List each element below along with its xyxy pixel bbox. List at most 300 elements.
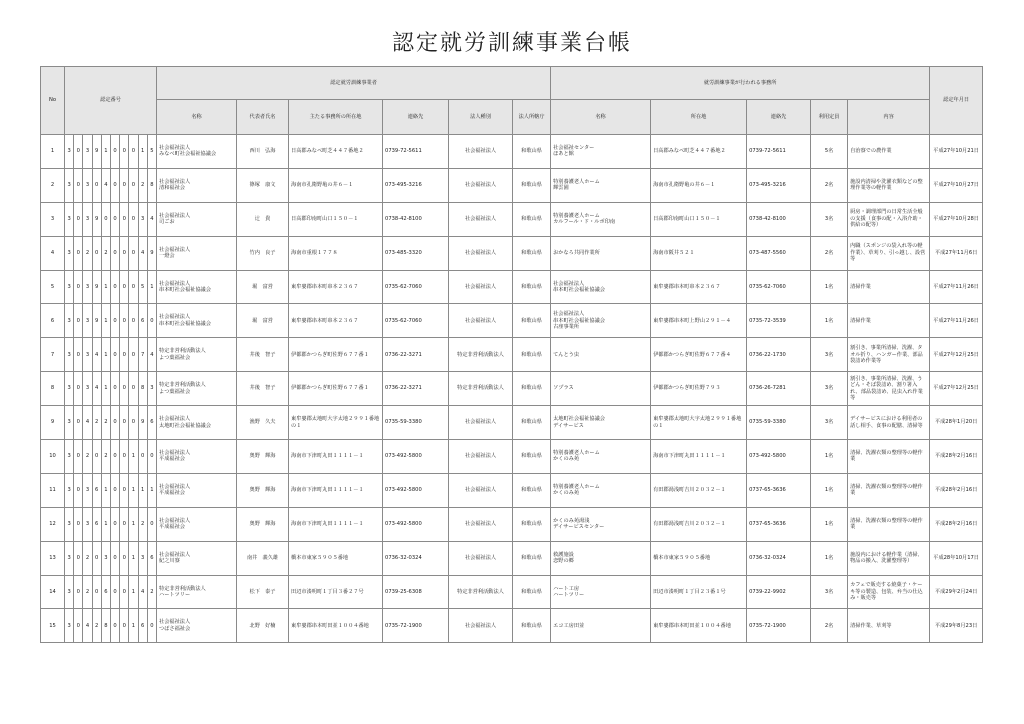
cert-no-digit: 1 <box>138 473 147 507</box>
header-office-name: 名称 <box>551 100 651 135</box>
cert-date: 平成29年2月24日 <box>930 575 983 609</box>
office-address: 伊都郡かつらぎ町佐野６７７番４ <box>651 338 747 372</box>
office-name <box>551 338 651 372</box>
row-no: 4 <box>41 236 65 270</box>
table-row <box>41 609 983 643</box>
operator-name <box>157 338 237 372</box>
operator-name-line: 平成福祉会 <box>159 524 185 531</box>
cert-no-digit: 7 <box>138 338 147 372</box>
cert-no-digit: 0 <box>120 406 129 440</box>
representative: 奥野 輝海 <box>237 473 289 507</box>
cert-no-digit: 0 <box>138 440 147 474</box>
cert-no-digit: 4 <box>83 609 92 643</box>
corp-type: 社会福祉法人 <box>449 270 513 304</box>
cert-no-digit: 9 <box>92 202 101 236</box>
header-office-address: 所在地 <box>651 100 747 135</box>
operator-name-line: 社会福祉法人 <box>159 619 191 626</box>
operator-name <box>157 135 237 169</box>
operator-name-line: 特定非営利活動法人 <box>159 382 206 389</box>
capacity: 1名 <box>811 541 848 575</box>
office-address: 東牟婁郡太地町大字太地２９９１番地の１ <box>651 406 747 440</box>
main-office-address: 海南市孔衛野亀の井６－１ <box>289 168 383 202</box>
representative: 堀 富営 <box>237 270 289 304</box>
representative: 西川 弘海 <box>237 135 289 169</box>
office-name-line: エコ工房田並 <box>553 622 585 629</box>
main-office-address: 東牟婁郡串本町串本２３６７ <box>289 304 383 338</box>
cert-no-digit: 0 <box>129 406 138 440</box>
cert-no-digit: 0 <box>110 202 119 236</box>
operator-name-line: 司ごお <box>159 219 175 226</box>
cert-no-digit: 8 <box>147 168 156 202</box>
cert-no-digit: 2 <box>101 236 110 270</box>
operator-contact: 0735-62-7060 <box>383 304 449 338</box>
office-name <box>551 507 651 541</box>
operator-name <box>157 270 237 304</box>
operator-name <box>157 440 237 474</box>
office-name-line: 串本町社会福祉協議会 <box>553 287 605 293</box>
office-contact: 0738-42-8100 <box>747 202 811 236</box>
main-office-address: 伊都郡かつらぎ町佐野６７７番１ <box>289 372 383 406</box>
capacity: 2名 <box>811 236 848 270</box>
representative: 北野 好楠 <box>237 609 289 643</box>
office-address: 田辺市湊明町１丁目２３番１号 <box>651 575 747 609</box>
cert-no-digit: 3 <box>65 609 74 643</box>
row-no: 5 <box>41 270 65 304</box>
cert-no-digit: 9 <box>92 135 101 169</box>
cert-no-digit: 1 <box>101 270 110 304</box>
representative: 井後 智子 <box>237 338 289 372</box>
operator-name-line: 串本町社会福祉協議会 <box>159 320 211 327</box>
office-address: 有田郡湯浅町吉川２０３２－１ <box>651 473 747 507</box>
cert-no-digit: 0 <box>110 575 119 609</box>
cert-no-digit: 3 <box>65 575 74 609</box>
row-no: 2 <box>41 168 65 202</box>
cert-no-digit: 0 <box>74 236 83 270</box>
office-address: 橋本市東家５９０５番地 <box>651 541 747 575</box>
cert-no-digit: 0 <box>110 270 119 304</box>
jurisdiction: 和歌山県 <box>513 168 551 202</box>
cert-no-digit: 3 <box>65 270 74 304</box>
office-address: 海南市阪井５２１ <box>651 236 747 270</box>
work-content: デイサービスにおける利用者の話し相手、食事の配膳、清掃等 <box>848 406 930 440</box>
main-office-address: 海南市下津町丸田１１１１－１ <box>289 473 383 507</box>
cert-no-digit: 6 <box>138 304 147 338</box>
capacity: 1名 <box>811 270 848 304</box>
office-name <box>551 304 651 338</box>
operator-name <box>157 541 237 575</box>
operator-name-line: 社会福祉法人 <box>159 517 191 524</box>
operator-name-line: 清和福祉会 <box>159 185 185 192</box>
cert-no-digit: 3 <box>65 541 74 575</box>
jurisdiction: 和歌山県 <box>513 575 551 609</box>
cert-no-digit: 4 <box>101 168 110 202</box>
cert-no-digit: 0 <box>120 440 129 474</box>
cert-no-digit: 0 <box>74 440 83 474</box>
operator-name-line: 一燈会 <box>159 253 175 260</box>
operator-name <box>157 406 237 440</box>
operator-contact: 0736-32-0324 <box>383 541 449 575</box>
operator-contact: 073-492-5800 <box>383 507 449 541</box>
cert-no-digit: 2 <box>83 236 92 270</box>
cert-no-digit: 5 <box>138 270 147 304</box>
operator-name-line: 平成福祉会 <box>159 490 185 497</box>
operator-name <box>157 372 237 406</box>
operator-name-line: 社会福祉法人 <box>159 178 191 185</box>
office-name <box>551 372 651 406</box>
representative: 松下 泰子 <box>237 575 289 609</box>
office-name-line: ハート工房 <box>553 585 580 592</box>
office-address: 日高郡印南町山口１５０－１ <box>651 202 747 236</box>
corp-type: 社会福祉法人 <box>449 406 513 440</box>
work-content: 清掃作業 <box>848 270 930 304</box>
header-jurisdiction: 法人所轄庁 <box>513 100 551 135</box>
operator-name <box>157 304 237 338</box>
jurisdiction: 和歌山県 <box>513 473 551 507</box>
table-row <box>41 135 983 169</box>
jurisdiction: 和歌山県 <box>513 270 551 304</box>
cert-no-digit: 4 <box>147 338 156 372</box>
cert-no-digit: 0 <box>74 304 83 338</box>
office-name <box>551 575 651 609</box>
work-content: 清掃、洗濯衣類の整理等の軽作業 <box>848 507 930 541</box>
cert-no-digit: 0 <box>120 541 129 575</box>
jurisdiction: 和歌山県 <box>513 406 551 440</box>
cert-no-digit: 3 <box>65 338 74 372</box>
cert-no-digit: 1 <box>101 304 110 338</box>
corp-type: 特定非営利活動法人 <box>449 372 513 406</box>
cert-no-digit: 0 <box>74 609 83 643</box>
corp-type: 特定非営利活動法人 <box>449 338 513 372</box>
office-name <box>551 236 651 270</box>
operator-name-line: 社会福祉法人 <box>159 551 191 558</box>
representative: 漁野 久夫 <box>237 406 289 440</box>
operator-name-line: 社会福祉法人 <box>159 314 191 321</box>
header-capacity: 利用定員 <box>811 100 848 135</box>
office-name-line: 串本町社会福祉協議会 <box>553 317 605 324</box>
cert-no-digit: 0 <box>110 236 119 270</box>
cert-no-digit: 4 <box>138 236 147 270</box>
cert-no-digit: 3 <box>147 372 156 406</box>
row-no: 3 <box>41 202 65 236</box>
main-office-address: 東牟婁郡串本町田並１００４番地 <box>289 609 383 643</box>
cert-no-digit: 0 <box>120 135 129 169</box>
cert-no-digit: 4 <box>83 406 92 440</box>
cert-no-digit: 0 <box>120 609 129 643</box>
cert-no-digit: 5 <box>147 135 156 169</box>
cert-no-digit: 4 <box>92 338 101 372</box>
cert-no-digit: 4 <box>147 202 156 236</box>
capacity: 1名 <box>811 440 848 474</box>
cert-date: 平成27年12月25日 <box>930 372 983 406</box>
corp-type: 社会福祉法人 <box>449 609 513 643</box>
office-name-line: デイサービスセンター <box>553 524 605 531</box>
cert-no-digit: 0 <box>129 338 138 372</box>
cert-no-digit: 0 <box>74 338 83 372</box>
corp-type: 社会福祉法人 <box>449 135 513 169</box>
office-name-line: 救護施設 <box>553 551 574 558</box>
capacity: 3名 <box>811 338 848 372</box>
operator-contact: 0735-72-1900 <box>383 609 449 643</box>
work-content: 内職（スポンジの袋入れ等の軽作業）、草刈り、引っ越し、設営等 <box>848 236 930 270</box>
cert-no-digit: 6 <box>92 473 101 507</box>
cert-no-digit: 1 <box>101 473 110 507</box>
cert-no-digit: 0 <box>110 541 119 575</box>
cert-no-digit: 3 <box>83 168 92 202</box>
main-office-address: 海南市重根１７７８ <box>289 236 383 270</box>
cert-no-digit: 0 <box>120 575 129 609</box>
operator-name <box>157 202 237 236</box>
operator-name <box>157 473 237 507</box>
header-main-office: 主たる事務所の所在地 <box>289 100 383 135</box>
header-content: 内容 <box>848 100 930 135</box>
capacity: 5名 <box>811 135 848 169</box>
operator-name-line: 紀之川寮 <box>159 558 180 565</box>
row-no: 14 <box>41 575 65 609</box>
representative: 辻 貴 <box>237 202 289 236</box>
cert-no-digit: 3 <box>138 202 147 236</box>
office-name <box>551 135 651 169</box>
cert-no-digit: 9 <box>138 406 147 440</box>
corp-type: 社会福祉法人 <box>449 440 513 474</box>
corp-type: 特定非営利活動法人 <box>449 575 513 609</box>
header-corp-type: 法人種別 <box>449 100 513 135</box>
table-row <box>41 338 983 372</box>
work-content: 施設内における軽作業（清掃、物品の搬入、洗濯整理等） <box>848 541 930 575</box>
cert-date: 平成28年1月20日 <box>930 406 983 440</box>
office-name-line: デイサービス <box>553 422 584 429</box>
cert-no-digit: 6 <box>92 507 101 541</box>
cert-no-digit: 0 <box>120 372 129 406</box>
capacity: 3名 <box>811 406 848 440</box>
office-contact: 0735-62-7060 <box>747 270 811 304</box>
ledger-table <box>40 66 983 643</box>
cert-no-digit: 0 <box>147 440 156 474</box>
main-office-address: 伊都郡かつらぎ町佐野６７７番１ <box>289 338 383 372</box>
cert-no-digit: 0 <box>110 440 119 474</box>
operator-contact: 0739-72-5611 <box>383 135 449 169</box>
jurisdiction: 和歌山県 <box>513 372 551 406</box>
cert-no-digit: 1 <box>101 338 110 372</box>
representative: 堀 富営 <box>237 304 289 338</box>
operator-name-line: ハートツリー <box>159 592 191 599</box>
office-name-line: 輝雲園 <box>553 185 569 192</box>
cert-no-digit: 2 <box>101 406 110 440</box>
jurisdiction: 和歌山県 <box>513 202 551 236</box>
table-row <box>41 575 983 609</box>
operator-name-line: 太地町社会福祉協議会 <box>159 422 211 429</box>
jurisdiction: 和歌山県 <box>513 507 551 541</box>
cert-no-digit: 0 <box>74 575 83 609</box>
cert-no-digit: 0 <box>120 473 129 507</box>
cert-no-digit: 3 <box>65 372 74 406</box>
row-no: 11 <box>41 473 65 507</box>
cert-no-digit: 2 <box>92 406 101 440</box>
office-name-line: カルフール・ド・ルポ印南 <box>553 219 616 226</box>
cert-no-digit: 3 <box>65 202 74 236</box>
cert-no-digit: 1 <box>129 507 138 541</box>
representative: 奥野 輝海 <box>237 507 289 541</box>
operator-contact: 073-492-5800 <box>383 473 449 507</box>
cert-no-digit: 6 <box>138 609 147 643</box>
cert-no-digit: 1 <box>129 541 138 575</box>
cert-no-digit: 0 <box>110 372 119 406</box>
main-office-address: 田辺市湊明町１丁目３番２７号 <box>289 575 383 609</box>
office-name <box>551 406 651 440</box>
operator-contact: 0736-22-3271 <box>383 372 449 406</box>
office-contact: 073-492-5800 <box>747 440 811 474</box>
operator-name-line: みなべ町社会福祉協議会 <box>159 151 217 158</box>
office-name-line: かくのみ苑湯浅 <box>553 517 590 524</box>
operator-name-line: 特定非営利活動法人 <box>159 585 206 592</box>
capacity: 1名 <box>811 304 848 338</box>
row-no: 15 <box>41 609 65 643</box>
table-row <box>41 440 983 474</box>
office-address: 海南市下津町丸田１１１１－１ <box>651 440 747 474</box>
office-name-line: 特別養護老人ホーム <box>553 449 600 456</box>
operator-contact: 0735-62-7060 <box>383 270 449 304</box>
cert-no-digit: 1 <box>147 473 156 507</box>
table-row <box>41 507 983 541</box>
jurisdiction: 和歌山県 <box>513 135 551 169</box>
office-contact: 0735-72-1900 <box>747 609 811 643</box>
office-address: 伊都郡かつらぎ町佐野７９３ <box>651 372 747 406</box>
office-contact: 0736-32-0324 <box>747 541 811 575</box>
header-rep: 代表者氏名 <box>237 100 289 135</box>
cert-no-digit: 9 <box>147 236 156 270</box>
cert-date: 平成27年12月25日 <box>930 338 983 372</box>
office-name <box>551 440 651 474</box>
cert-date: 平成28年2月16日 <box>930 440 983 474</box>
capacity: 1名 <box>811 473 848 507</box>
work-content: 清掃、洗濯衣類の整理等の軽作業 <box>848 473 930 507</box>
operator-contact: 0735-59-3380 <box>383 406 449 440</box>
cert-no-digit: 3 <box>65 135 74 169</box>
header-office-group: 就労訓練事業が行われる事務所 <box>551 67 930 100</box>
main-office-address: 日高郡印南町山口１５０－１ <box>289 202 383 236</box>
office-name-line: 古座事業所 <box>553 324 580 331</box>
work-content: 割引き、事業所清掃、洗濯、うどん・そば袋詰め、割り箸入れ、部品袋詰め、昆虫入れ作業等 <box>848 372 930 406</box>
office-name <box>551 202 651 236</box>
cert-no-digit: 6 <box>147 541 156 575</box>
row-no: 8 <box>41 372 65 406</box>
operator-name <box>157 575 237 609</box>
operator-name-line: 社会福祉法人 <box>159 212 191 219</box>
office-address: 東牟婁郡串本町田並１００４番地 <box>651 609 747 643</box>
operator-name <box>157 236 237 270</box>
representative: 井後 智子 <box>237 372 289 406</box>
cert-no-digit: 1 <box>138 135 147 169</box>
table-row <box>41 372 983 406</box>
header-no: No <box>41 67 65 135</box>
cert-no-digit: 1 <box>101 135 110 169</box>
operator-contact: 073-485-3320 <box>383 236 449 270</box>
cert-date: 平成27年11月26日 <box>930 270 983 304</box>
cert-date: 平成28年2月16日 <box>930 473 983 507</box>
cert-no-digit: 3 <box>65 168 74 202</box>
cert-no-digit: 3 <box>65 406 74 440</box>
representative: 篠塚 康文 <box>237 168 289 202</box>
header-office-contact: 連絡先 <box>747 100 811 135</box>
cert-no-digit: 0 <box>74 168 83 202</box>
office-name <box>551 270 651 304</box>
operator-name-line: よつ葉福祉会 <box>159 388 191 395</box>
cert-date: 平成27年10月27日 <box>930 168 983 202</box>
operator-name <box>157 507 237 541</box>
cert-no-digit: 4 <box>92 372 101 406</box>
cert-no-digit: 0 <box>110 304 119 338</box>
office-address: 日高郡みなべ町芝４４７番地２ <box>651 135 747 169</box>
cert-no-digit: 0 <box>74 372 83 406</box>
operator-contact: 0739-25-6308 <box>383 575 449 609</box>
table-row <box>41 270 983 304</box>
office-contact: 0735-72-3539 <box>747 304 811 338</box>
table-row <box>41 304 983 338</box>
page-title: 認定就労訓練事業台帳 <box>391 31 632 56</box>
header-operator-group: 認定就労訓練事業者 <box>157 67 551 100</box>
office-contact: 0737-65-3636 <box>747 507 811 541</box>
jurisdiction: 和歌山県 <box>513 609 551 643</box>
cert-no-digit: 0 <box>74 473 83 507</box>
cert-no-digit: 0 <box>110 338 119 372</box>
office-name <box>551 541 651 575</box>
header-cert-no: 認定番号 <box>65 67 157 135</box>
operator-name-line: 社会福祉法人 <box>159 449 191 456</box>
cert-no-digit: 2 <box>147 575 156 609</box>
cert-no-digit: 3 <box>83 338 92 372</box>
operator-name <box>157 168 237 202</box>
office-address: 東牟婁郡串本町上野山２９１－４ <box>651 304 747 338</box>
operator-name-line: 平成福祉会 <box>159 456 185 463</box>
operator-name-line: よつ葉福祉会 <box>159 354 191 361</box>
table-row <box>41 406 983 440</box>
table-row <box>41 202 983 236</box>
header-name: 名称 <box>157 100 237 135</box>
work-content: 自治寮での農作業 <box>848 135 930 169</box>
operator-name-line: 社会福祉法人 <box>159 483 191 490</box>
cert-no-digit: 0 <box>147 609 156 643</box>
cert-no-digit: 3 <box>83 202 92 236</box>
office-name-line: 特別養護老人ホーム <box>553 178 600 185</box>
operator-name-line: 社会福祉法人 <box>159 416 191 423</box>
corp-type: 社会福祉法人 <box>449 168 513 202</box>
office-name-line: 特別養護老人ホーム <box>553 212 600 219</box>
cert-no-digit: 0 <box>92 575 101 609</box>
capacity: 3名 <box>811 372 848 406</box>
cert-no-digit: 0 <box>92 440 101 474</box>
cert-no-digit: 0 <box>92 236 101 270</box>
main-office-address: 海南市下津町丸田１１１１－１ <box>289 507 383 541</box>
cert-date: 平成28年10月17日 <box>930 541 983 575</box>
row-no: 7 <box>41 338 65 372</box>
office-name <box>551 168 651 202</box>
work-content: 清掃、洗濯衣類の整理等の軽作業 <box>848 440 930 474</box>
cert-no-digit: 3 <box>83 135 92 169</box>
cert-date: 平成27年11月6日 <box>930 236 983 270</box>
cert-date: 平成27年10月21日 <box>930 135 983 169</box>
cert-no-digit: 1 <box>129 609 138 643</box>
work-content: 割引き、事業所清掃、洗濯、タオル折り、ハンガー作業、部品袋詰め作業等 <box>848 338 930 372</box>
cert-no-digit: 3 <box>65 304 74 338</box>
office-name <box>551 473 651 507</box>
representative: 南井 義久雄 <box>237 541 289 575</box>
work-content: カフェで販売する焼菓子・ケーキ等の製造、包装、弁当の仕込み・販売等 <box>848 575 930 609</box>
operator-name-line: 社会福祉法人 <box>159 144 191 151</box>
main-office-address: 橋本市東家５９０５番地 <box>289 541 383 575</box>
cert-no-digit: 0 <box>147 304 156 338</box>
row-no: 13 <box>41 541 65 575</box>
corp-type: 社会福祉法人 <box>449 236 513 270</box>
cert-no-digit: 0 <box>129 304 138 338</box>
